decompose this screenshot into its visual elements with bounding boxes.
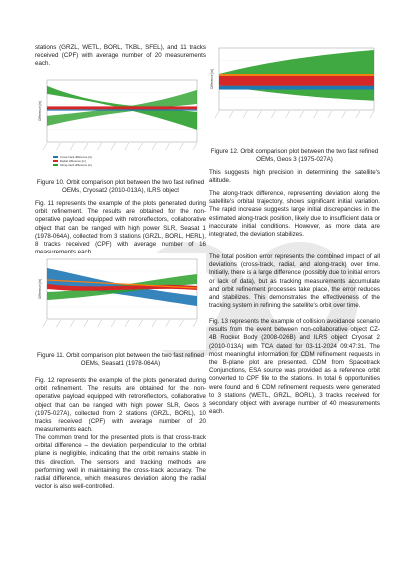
paragraph-altitude: This suggests high precision in determining the satellite's altitude. — [209, 169, 380, 185]
x-tick-label — [98, 320, 102, 327]
x-tick-label — [342, 111, 346, 118]
x-tick-label — [111, 143, 115, 150]
x-tick-label — [152, 320, 156, 327]
y-axis-label: Difference [m] — [38, 101, 42, 121]
x-tick-label — [138, 320, 142, 327]
paragraph-total-error: The total position error represents the combined impact of all deviations (cross-track, radial, and along-track) over time. Initially, there is a large difference (possibly due to initial errors or lack of data), but as tracking measurements accumulate and orbit refinement processes take place, the error reduces and stabilizes. This demonstrates the effectiveness of the tracking system in refining the satellite's orbit over time. — [209, 253, 380, 310]
x-tick-label — [243, 111, 247, 118]
radial-band — [47, 106, 197, 109]
x-tick-label — [98, 143, 102, 150]
legend-swatch — [53, 156, 58, 158]
x-tick-label — [328, 111, 332, 118]
cross-track-band — [47, 109, 197, 110]
x-tick-label — [111, 320, 115, 327]
x-tick-label — [356, 111, 360, 118]
x-tick-label — [70, 320, 74, 327]
x-tick-label — [125, 320, 129, 327]
x-tick-label — [84, 320, 88, 327]
paragraph-fig12: Fig. 12 represents the example of the plots generated during orbit refinement. The results are obtained for the non-operative payload equipped with retroreflectors, collaborative object that can be ranged with high power SLR, Geos 3 (1975-027A), collected from 2 stations (GRZL, BORL), 10 tracks received (CPF) with average number of 20 measurements each. — [35, 377, 206, 434]
x-tick-label — [179, 143, 183, 150]
figure-12-caption: Figure 12. Orbit comparison plot between the two fast refined OEMs, Geos 3 (1975-027A) — [210, 148, 379, 164]
x-tick-label — [300, 111, 304, 118]
cross-track-band — [219, 86, 374, 90]
x-tick-label — [193, 143, 197, 150]
x-tick-label — [370, 111, 374, 118]
figure-10-caption: Figure 10. Orbit comparison plot between the two fast refined OEMs, Cryosat2 (2010-013A), ILRS object — [36, 179, 205, 195]
x-tick-label — [229, 111, 233, 118]
x-tick-label — [166, 143, 170, 150]
x-tick-label — [84, 143, 88, 150]
legend-swatch — [53, 160, 58, 162]
paragraph-fig11: Fig. 11 represents the example of the plots generated during orbit refinement. The results are obtained for the non-operative payload equipped with retroreflectors, collaborative object that can be ranged with high power SLR, Seasat 1 (1978-064A), collected from 3 stations (GRZL, BORL, HERL), 8 tracks received (CPF) with average number of 16 — [35, 200, 206, 249]
x-tick-label — [193, 320, 197, 327]
x-tick-label — [314, 111, 318, 118]
paragraph-along-track: The along-track difference, representing deviation along the satellite's orbital trajectory, shows significant initial variation. The rapid increase suggests large initial discrepancies in the estimated along-track position, likely due to insufficient data or inaccurate initial conditions. However, as more data are integrated, the deviation stabilizes. — [209, 190, 380, 239]
x-tick-label — [166, 320, 170, 327]
x-tick-label — [138, 143, 142, 150]
figure-11-plot — [35, 253, 206, 350]
legend-entry: Radial difference [m] — [60, 159, 86, 163]
figure-10 — [35, 74, 206, 174]
x-tick-label — [152, 143, 156, 150]
x-tick-label — [215, 111, 219, 118]
y-axis-label: Difference [m] — [38, 279, 42, 299]
x-tick-label — [43, 143, 47, 150]
figure-12 — [209, 44, 380, 144]
x-tick-label — [257, 111, 261, 118]
paragraph-fig13: Fig. 13 represents the example of collision avoidance scenario results from the event between non-collaborative object CZ-4B Rocket Body (2008-026B) and ILRS object Cryosat 2 (2010-013A) with TCA dated for 03-11-2024 09:47:31. The most meaningful information for CDM refinement requests in the B-plane plot are presented. CDM from Spacetrack Conjunctions, ESA source was provided as a reference orbit converted to CPF file to the stations. In total 6 opportunities were found and 6 CDM refinement requests were generated to 3 stations (WETL, GRZL, BORL), 3 tracks received for secondary object with average number of 40 measurements each. — [209, 318, 380, 416]
radial-band — [219, 76, 374, 86]
x-tick-label — [285, 111, 289, 118]
legend-swatch — [53, 164, 58, 166]
x-tick-label — [57, 143, 61, 150]
figure-11-caption: Figure 11. Orbit comparison plot between the two fast refined OEMs, Seasat1 (1978-064A) — [36, 352, 205, 368]
paragraph-intro: stations (GRZL, WETL, BORL, TKBL, SFEL), and 11 tracks received (CPF) with average number of 20 measurements each. — [35, 44, 206, 68]
total-band — [219, 74, 374, 76]
legend-entry: Along-track difference [m] — [60, 163, 92, 167]
figure-12-plot — [209, 44, 380, 144]
x-tick-label — [271, 111, 275, 118]
x-tick-label — [57, 320, 61, 327]
x-tick-label — [43, 320, 47, 327]
paragraph-common-trend: The common trend for the presented plots is that cross-track orbital difference – the deviation perpendicular to the orbital plane is negligible, indicating that the orbit remains stable in this direction. The sensors and tracking methods are performing well in maintaining the cross-track accuracy. The radial difference, which measures deviation along the radial vector is also well-controlled. — [35, 434, 206, 491]
figure-11 — [35, 253, 206, 350]
y-axis-label: Difference [m] — [210, 69, 214, 89]
legend-entry: Cross-track difference [m] — [60, 155, 92, 159]
x-tick-label — [179, 320, 183, 327]
figure-10-plot — [35, 74, 206, 174]
x-tick-label — [70, 143, 74, 150]
x-tick-label — [125, 143, 129, 150]
